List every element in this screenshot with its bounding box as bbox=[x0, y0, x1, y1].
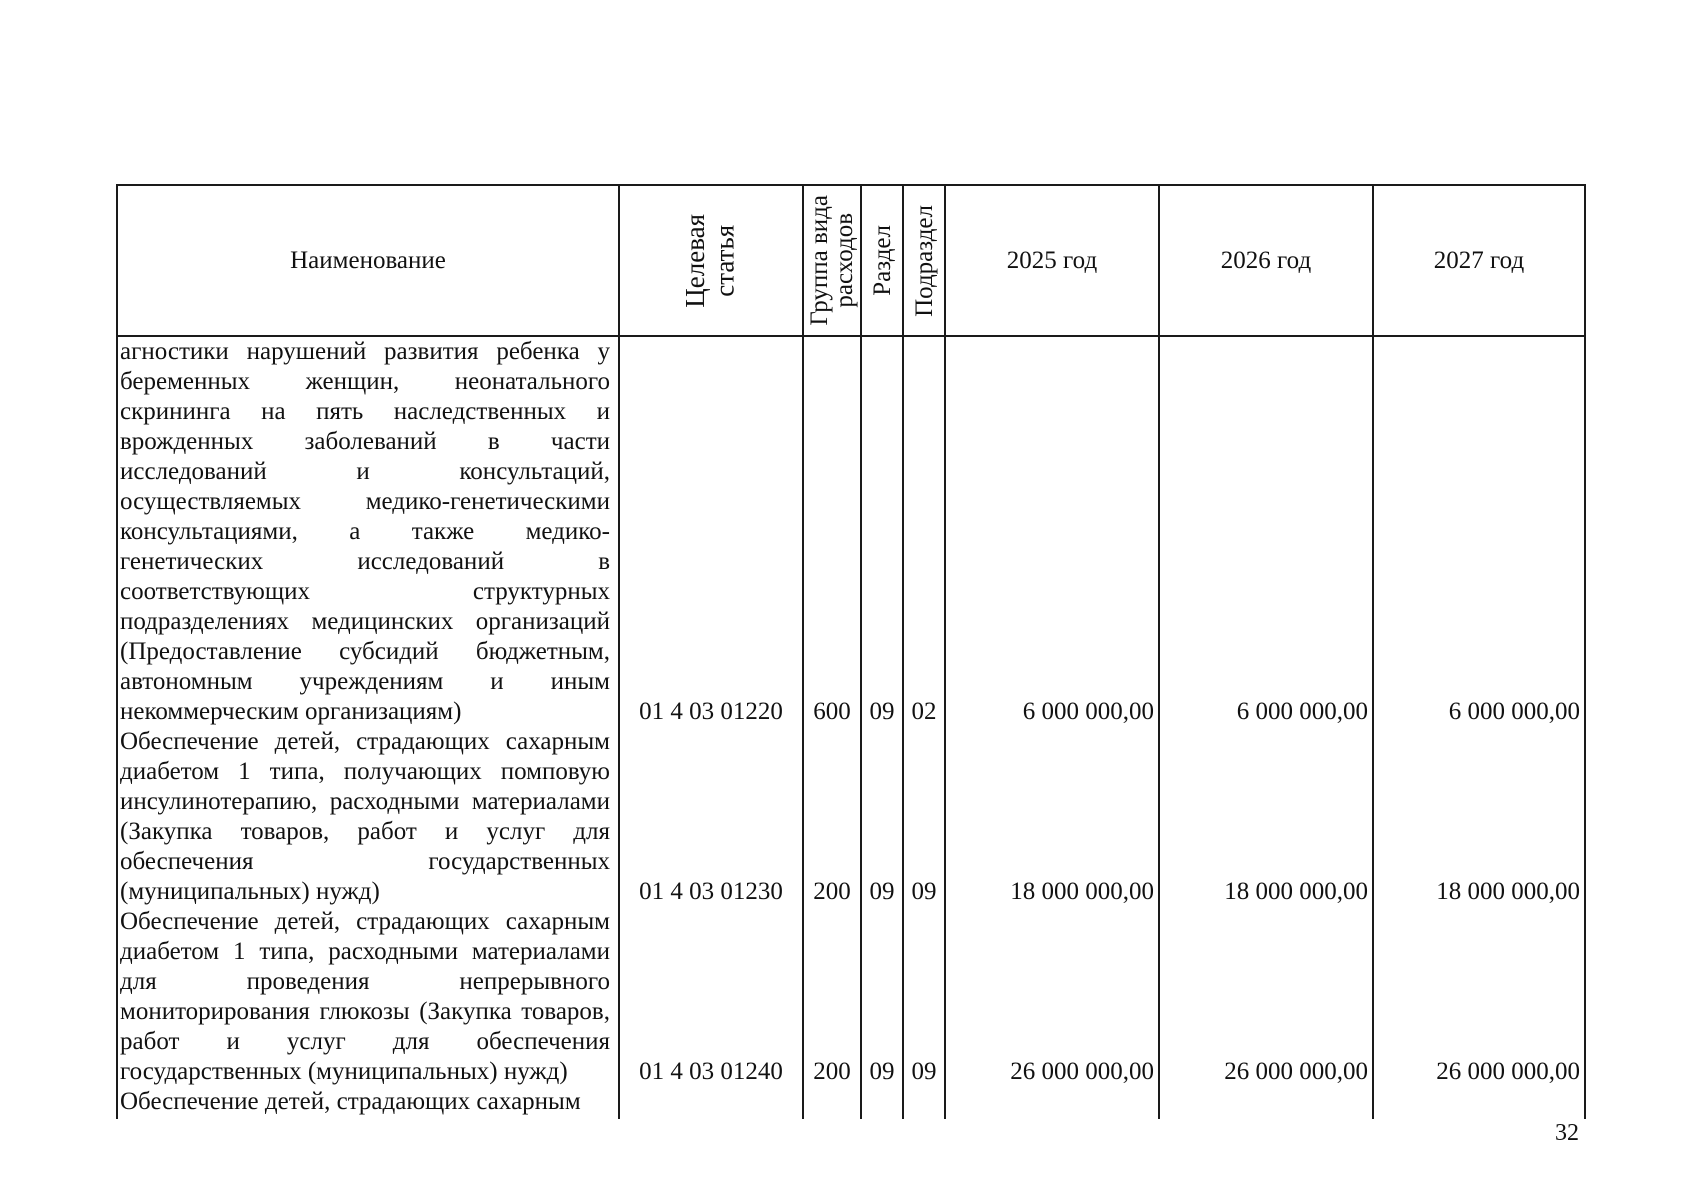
budget-table bbox=[116, 184, 1586, 1119]
header-section-label: Раздел bbox=[868, 225, 896, 296]
header-2027-label: 2027 год bbox=[1433, 246, 1525, 274]
header-2027 bbox=[1373, 185, 1585, 336]
header-name-label: Наименование bbox=[290, 246, 446, 274]
header-2026 bbox=[1159, 185, 1373, 336]
header-2025-label: 2025 год bbox=[1006, 246, 1098, 274]
row-name: Обеспечение детей, страдающих сахарным диабетом 1 типа, расходными материалами для проведения непрерывного мониторирования глюкозы (Закупка товаров, работ и услуг для обеспечения государственных (муниципальных) нужд) bbox=[117, 907, 619, 1087]
header-target-article bbox=[619, 185, 803, 336]
row-empty-cell bbox=[861, 1087, 903, 1119]
table-row bbox=[117, 907, 1585, 1087]
row-amount-2026: 6 000 000,00 bbox=[1159, 336, 1373, 727]
row-amount-2027: 6 000 000,00 bbox=[1373, 336, 1585, 727]
row-target-article: 01 4 03 01220 bbox=[619, 336, 803, 727]
header-2026-label: 2026 год bbox=[1220, 246, 1312, 274]
row-name: Обеспечение детей, страдающих сахарным диабетом 1 типа, получающих помповую инсулинотерапию, расходными материалами (Закупка товаров, работ и услуг для обеспечения государственных (муниципальных) нужд) bbox=[117, 727, 619, 907]
row-empty-cell bbox=[945, 1087, 1159, 1119]
row-section: 09 bbox=[861, 727, 903, 907]
header-expense-group-wrap bbox=[804, 186, 860, 335]
row-section: 09 bbox=[861, 907, 903, 1087]
table-row bbox=[117, 727, 1585, 907]
header-subsection-wrap bbox=[904, 186, 944, 335]
table-row bbox=[117, 336, 1585, 727]
header-row bbox=[117, 185, 1585, 336]
header-section bbox=[861, 185, 903, 336]
header-subsection bbox=[903, 185, 945, 336]
header-name bbox=[117, 185, 619, 336]
header-target-article-label: Целевая статья bbox=[680, 213, 740, 308]
row-target-article: 01 4 03 01240 bbox=[619, 907, 803, 1087]
row-section: 09 bbox=[861, 336, 903, 727]
row-empty-cell bbox=[903, 1087, 945, 1119]
header-target-article-wrap bbox=[620, 186, 802, 335]
row-subsection: 09 bbox=[903, 907, 945, 1087]
row-name: Обеспечение детей, страдающих сахарным bbox=[117, 1087, 619, 1119]
header-section-wrap bbox=[862, 186, 902, 335]
header-expense-group-label: Группа вида расходов bbox=[806, 195, 858, 326]
row-amount-2025: 18 000 000,00 bbox=[945, 727, 1159, 907]
row-subsection: 02 bbox=[903, 336, 945, 727]
row-empty-cell bbox=[1373, 1087, 1585, 1119]
row-empty-cell bbox=[803, 1087, 861, 1119]
row-empty-cell bbox=[619, 1087, 803, 1119]
row-target-article: 01 4 03 01230 bbox=[619, 727, 803, 907]
row-expense-group: 200 bbox=[803, 727, 861, 907]
header-2025 bbox=[945, 185, 1159, 336]
row-expense-group: 600 bbox=[803, 336, 861, 727]
row-amount-2025: 26 000 000,00 bbox=[945, 907, 1159, 1087]
row-empty-cell bbox=[1159, 1087, 1373, 1119]
row-amount-2026: 26 000 000,00 bbox=[1159, 907, 1373, 1087]
row-subsection: 09 bbox=[903, 727, 945, 907]
page-number: 32 bbox=[1555, 1120, 1579, 1146]
row-amount-2026: 18 000 000,00 bbox=[1159, 727, 1373, 907]
row-amount-2027: 26 000 000,00 bbox=[1373, 907, 1585, 1087]
header-expense-group bbox=[803, 185, 861, 336]
table-row bbox=[117, 1087, 1585, 1119]
row-amount-2025: 6 000 000,00 bbox=[945, 336, 1159, 727]
row-name: агностики нарушений развития ребенка у беременных женщин, неонатального скрининга на пять наследственных и врожденных заболеваний в части исследований и консультаций, осуществляемых медико-генетическими консультациями, а также медико-генетических исследований в соответствующих структурных подразделениях медицинских организаций (Предоставление субсидий бюджетным, автономным учреждениям и иным некоммерческим организациям) bbox=[117, 336, 619, 727]
row-amount-2027: 18 000 000,00 bbox=[1373, 727, 1585, 907]
header-subsection-label: Подраздел bbox=[910, 204, 938, 317]
row-expense-group: 200 bbox=[803, 907, 861, 1087]
